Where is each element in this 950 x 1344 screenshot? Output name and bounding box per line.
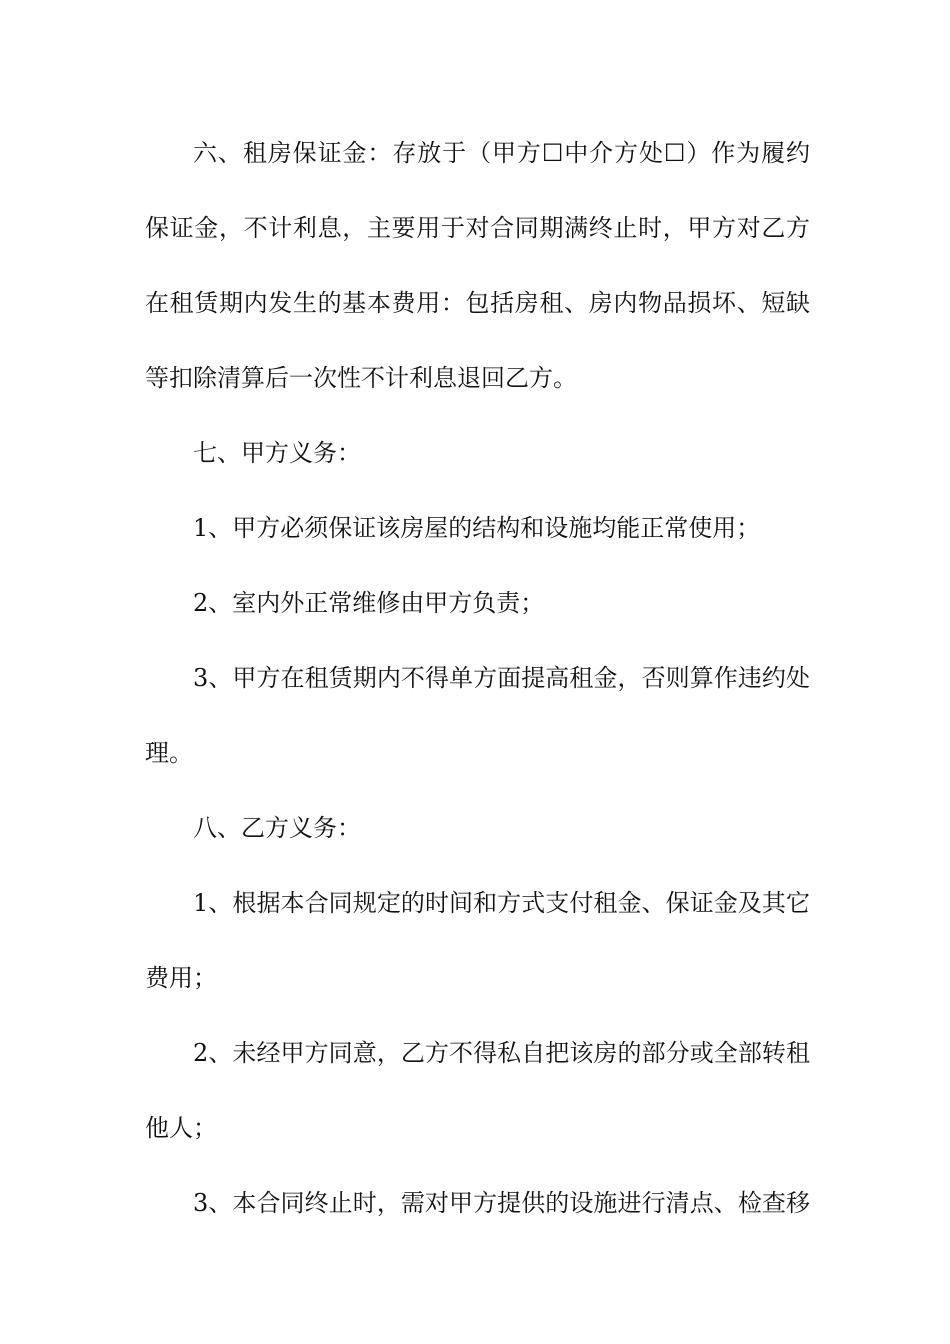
clause-8-item-2-line-1: 2、未经甲方同意，乙方不得私自把该房的部分或全部转租 [193,1039,810,1067]
clause-7-item-1: 1、甲方必须保证该房屋的结构和设施均能正常使用； [193,514,761,542]
clause-8-item-1-line-1: 1、根据本合同规定的时间和方式支付租金、保证金及其它 [193,889,810,917]
clause-8-item-2-line-2: 他人； [145,1114,217,1142]
clause-7-item-3-line-1: 3、甲方在租赁期内不得单方面提高租金，否则算作违约处 [193,664,810,692]
clause-8-item-3-line-1: 3、本合同终止时，需对甲方提供的设施进行清点、检查移 [193,1189,810,1217]
clause-8-heading: 八、乙方义务： [193,814,361,842]
clause-8-item-1-line-2: 费用； [145,964,217,992]
clause-7-item-2: 2、室内外正常维修由甲方负责； [193,589,545,617]
clause-6-line-3: 在租赁期内发生的基本费用：包括房租、房内物品损坏、短缺 [145,289,810,317]
clause-6-line-1: 六、租房保证金：存放于（甲方☐中介方处☐）作为履约 [193,139,810,167]
clause-7-item-3-line-2: 理。 [145,739,193,767]
clause-6-line-2: 保证金，不计利息，主要用于对合同期满终止时，甲方对乙方 [145,214,810,242]
clause-7-heading: 七、甲方义务： [193,439,361,467]
clause-6-line-4: 等扣除清算后一次性不计利息退回乙方。 [145,364,577,392]
